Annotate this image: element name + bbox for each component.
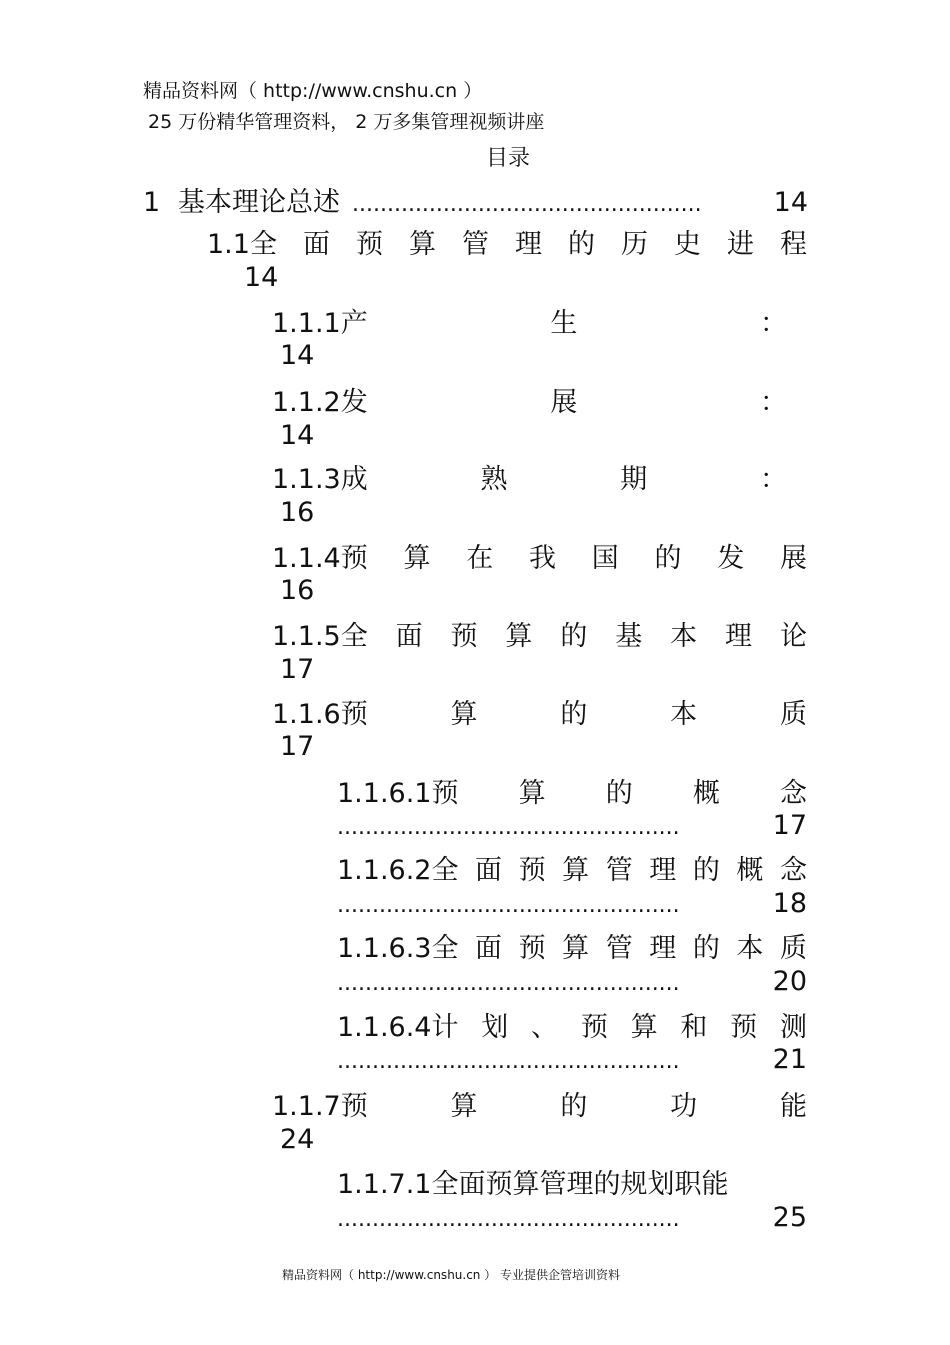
toc-char: 概: [692, 778, 720, 809]
toc-leader-dots: .................................................: [337, 971, 680, 996]
toc-leader-dots: .................................................: [337, 815, 680, 840]
toc-char: 的: [692, 933, 720, 964]
toc-entry-1-1-4[interactable]: [272, 536, 807, 575]
toc-char: 测: [779, 1012, 807, 1043]
toc-char: 理: [649, 855, 677, 886]
header-line-1: 精品资料网（ http://www.cnshu.cn ）: [143, 80, 483, 102]
toc-entry-1-1-6-2[interactable]: [337, 848, 807, 887]
toc-entry-page: 14: [280, 340, 315, 371]
toc-char: 管: [605, 855, 633, 886]
toc-char: 国: [591, 543, 619, 574]
toc-entry-1-1-7-1[interactable]: [337, 1162, 728, 1201]
toc-entry-page: 14: [773, 187, 808, 218]
toc-entry-number: 1.1.6预: [272, 699, 368, 730]
toc-char: ：: [759, 387, 787, 418]
toc-char: 的: [560, 699, 588, 730]
toc-char: 算: [505, 621, 533, 652]
toc-char: 、: [531, 1012, 559, 1043]
toc-char: 本: [670, 621, 698, 652]
toc-char: 展: [779, 543, 807, 574]
toc-entry-1-1-6-1[interactable]: [337, 771, 807, 810]
toc-entry-page: 16: [280, 497, 315, 528]
toc-entry-1-1-6[interactable]: [272, 692, 807, 731]
toc-entry-page: 17: [280, 654, 315, 685]
toc-leader-dots: .................................................: [337, 1049, 680, 1074]
toc-entry-number: 1.1.7.1: [337, 1169, 432, 1200]
toc-char: 面: [475, 855, 503, 886]
toc-char: 面: [475, 933, 503, 964]
toc-char: 的: [567, 229, 595, 260]
toc-leader-row: [337, 888, 807, 919]
toc-entry-number: 1: [143, 187, 161, 218]
toc-entry-page: 24: [280, 1124, 315, 1155]
toc-char: 能: [779, 1091, 807, 1122]
toc-char: 算: [450, 1091, 478, 1122]
toc-entry-number: 1.1.6.3全: [337, 933, 459, 964]
toc-entry-page: 17: [772, 810, 807, 841]
toc-entry-1-1-6-4[interactable]: [337, 1005, 807, 1044]
toc-char: 预: [518, 933, 546, 964]
page-footer: 精品资料网（ http://www.cnshu.cn ） 专业提供企管培训资料: [282, 1268, 621, 1282]
toc-char: 在: [466, 543, 494, 574]
toc-title: 目录: [486, 146, 531, 171]
toc-char: 概: [736, 855, 764, 886]
toc-entry-number: 1.1.7预: [272, 1091, 368, 1122]
toc-char: 程: [779, 229, 807, 260]
toc-char: 的: [692, 855, 720, 886]
toc-char: 划: [481, 1012, 509, 1043]
toc-char: 发: [717, 543, 745, 574]
toc-char: 算: [562, 933, 590, 964]
toc-char: 史: [673, 229, 701, 260]
toc-char: 生: [550, 308, 578, 339]
toc-char: 预: [580, 1012, 608, 1043]
toc-char: 念: [779, 855, 807, 886]
toc-char: 念: [779, 778, 807, 809]
toc-leader-row: [337, 810, 807, 841]
toc-char: 理: [649, 933, 677, 964]
toc-char: ：: [759, 308, 787, 339]
toc-char: 功: [670, 1091, 698, 1122]
toc-leader-row: [337, 1202, 807, 1233]
toc-char: 算: [408, 229, 436, 260]
toc-char: 算: [403, 543, 431, 574]
toc-char: 算: [450, 699, 478, 730]
toc-entry-1-1-3[interactable]: [272, 457, 787, 496]
toc-char: 展: [550, 387, 578, 418]
toc-entry-1[interactable]: [143, 180, 808, 219]
toc-leader-row: [337, 1044, 807, 1075]
toc-entry-page: 14: [244, 262, 279, 293]
toc-entry-number: 1.1.3成: [272, 464, 368, 495]
toc-char: 的: [560, 1091, 588, 1122]
toc-char: 历: [620, 229, 648, 260]
toc-char: 的: [605, 778, 633, 809]
toc-entry-text: 全面预算管理的规划职能: [431, 1169, 729, 1200]
toc-char: 和: [680, 1012, 708, 1043]
toc-char: 理: [514, 229, 542, 260]
toc-entry-page: 16: [280, 575, 315, 606]
toc-char: 面: [395, 621, 423, 652]
toc-leader-dots: .................................................: [337, 893, 680, 918]
toc-entry-1-1-6-3[interactable]: [337, 926, 807, 965]
toc-char: 质: [779, 933, 807, 964]
toc-char: 熟: [480, 464, 508, 495]
toc-entry-number: 1.1.1产: [272, 308, 368, 339]
toc-char: 算: [518, 778, 546, 809]
toc-entry-page: 17: [280, 731, 315, 762]
toc-entry-page: 18: [772, 888, 807, 919]
toc-entry-number: 1.1.5全: [272, 621, 368, 652]
toc-char: 管: [461, 229, 489, 260]
toc-entry-number: 1.1.6.1预: [337, 778, 459, 809]
toc-char: 算: [562, 855, 590, 886]
toc-entry-number: 1.1.2发: [272, 387, 368, 418]
header-line-2: 25 万份精华管理资料， 2 万多集管理视频讲座: [148, 111, 545, 133]
toc-leader-row: [337, 966, 807, 997]
toc-char: 期: [620, 464, 648, 495]
toc-char: 进: [726, 229, 754, 260]
toc-entry-1-1-2[interactable]: [272, 380, 787, 419]
toc-entry-page: 21: [772, 1044, 807, 1075]
toc-char: 算: [630, 1012, 658, 1043]
toc-entry-text: 基本理论总述: [178, 187, 340, 218]
toc-entry-1-1[interactable]: [207, 222, 807, 261]
toc-leader-dots: ..................................................: [352, 192, 702, 217]
toc-entry-1-1-7[interactable]: [272, 1084, 807, 1123]
toc-char: 理: [725, 621, 753, 652]
toc-entry-number: 1.1.6.4计: [337, 1012, 459, 1043]
toc-char: 预: [518, 855, 546, 886]
toc-entry-page: 25: [772, 1202, 807, 1233]
toc-entry-number: 1.1全: [207, 229, 277, 260]
toc-char: 的: [560, 621, 588, 652]
toc-char: 本: [736, 933, 764, 964]
toc-leader-dots: .................................................: [337, 1207, 680, 1232]
toc-char: ：: [760, 464, 787, 495]
toc-entry-page: 14: [280, 420, 315, 451]
toc-char: 本: [670, 699, 698, 730]
toc-char: 论: [779, 621, 807, 652]
toc-char: 的: [654, 543, 682, 574]
toc-entry-1-1-1[interactable]: [272, 301, 787, 340]
toc-char: 面: [302, 229, 330, 260]
toc-entry-1-1-5[interactable]: [272, 614, 807, 653]
toc-char: 基: [615, 621, 643, 652]
toc-char: 质: [779, 699, 807, 730]
toc-char: 管: [605, 933, 633, 964]
toc-char: 我: [528, 543, 556, 574]
toc-char: 预: [355, 229, 383, 260]
toc-entry-page: 20: [772, 966, 807, 997]
toc-char: 预: [730, 1012, 758, 1043]
toc-char: 预: [450, 621, 478, 652]
toc-entry-number: 1.1.4预: [272, 543, 368, 574]
toc-entry-number: 1.1.6.2全: [337, 855, 459, 886]
